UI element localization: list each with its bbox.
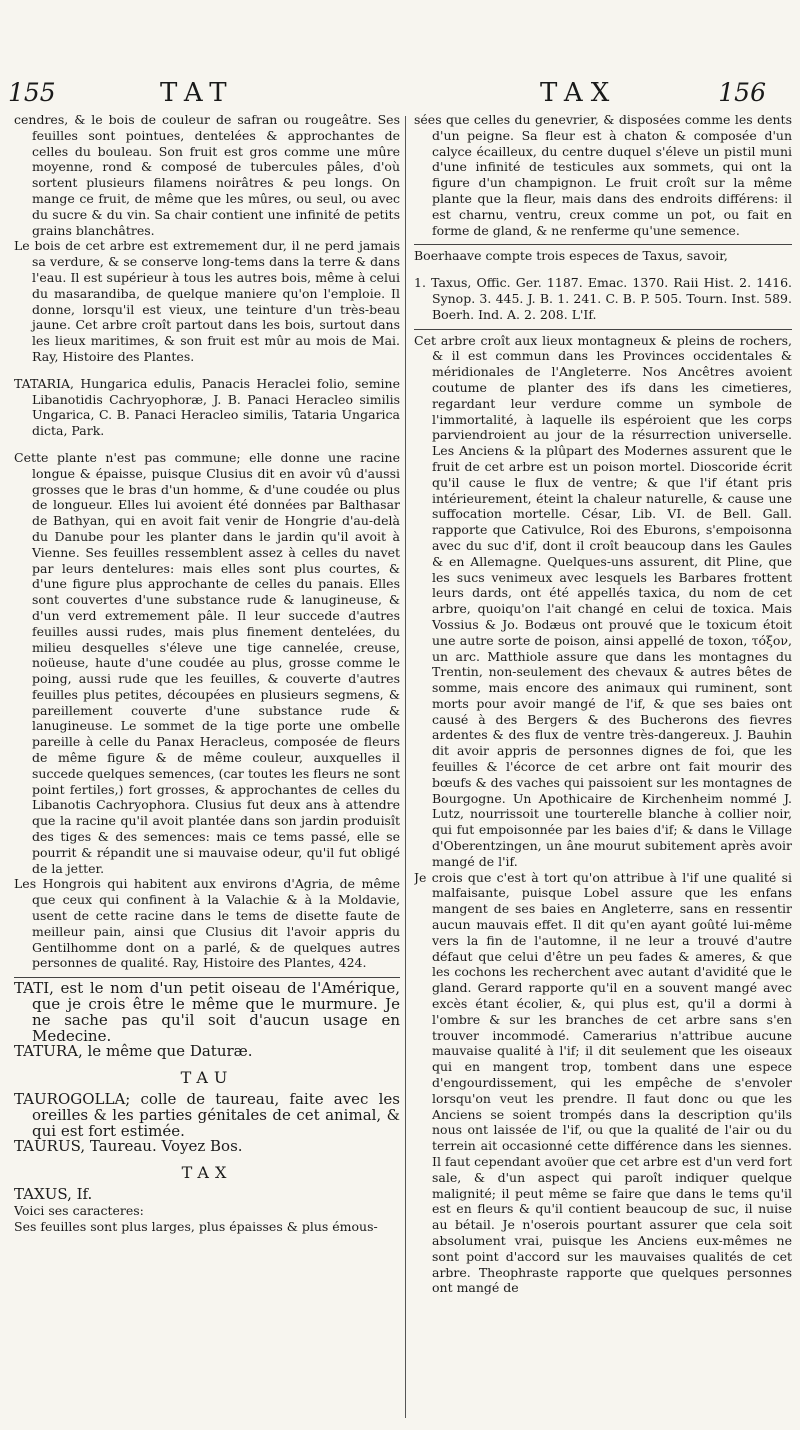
right-page-number: 156 xyxy=(718,78,766,107)
entry-taurus: TAURUS, Taureau. Voyez Bos. xyxy=(14,1137,243,1156)
paragraph: Cette plante n'est pas commune; elle donne une racine longue & épaisse, puisque Clusius dit en avoir vû d'aussi grosses que le bras d'un homme, & d'une coudée ou plus de longueur. Elles lui avoient été données par Balthasar de Bathyan, qui en avoit fait venir de Hongrie d'au-delà du Danube pour les planter dans le jardin qu'il avoit à Vienne. Ses feuilles ressemblent assez à celles du navet par leurs dentelures: mais elles sont plus courtes, & d'une figure plus approchante de celles du panais. Elles sont couvertes d'une substance rude & lanugineuse, & d'un verd extremement pâle. Il leur succede d'autres feuilles aussi rudes, mais plus finement dentelées, du milieu desquelles s'éleve une tige cannelée, creuse, noüeuse, haute d'une coudée au plus, grosse comme le poing, aussi rude que les feuilles, & couverte d'autres feuilles plus petites, découpées en plusieurs segmens, & pareillement couverte d'une substance rude & lanugineuse. Le sommet de la tige porte une ombelle pareille à celle du Panax Heracleus, composée de fleurs de même figure & de même couleur, auxquelles il succede quelques semences, (car toutes les fleurs ne sont point fertiles,) fort grosses, & approchantes de celles du Libanotis Cachryophora. Clusius fut deux ans à attendre que la racine qu'il avoit plantée dans son jardin produisît des tiges & des semences: mais ce tems passé, elle se pourrit & répandit une si mauvaise odeur, qu'il fut obligé de la jetter. xyxy=(14,449,400,876)
divider xyxy=(414,244,792,245)
entry-tataria: TATARIA, Hungarica edulis, Panacis Heraclei folio, semine Libanotidis Cachryophoræ, J. B. Panaci Heracleo similis Ungarica, C. B. Panaci Heracleo similis, Tataria Ungarica dicta, Park. xyxy=(14,375,400,439)
paragraph: Boerhaave compte trois especes de Taxus, savoir, xyxy=(414,248,728,264)
page-header xyxy=(0,78,800,112)
paragraph: Je crois que c'est à tort qu'on attribue à l'if une qualité si malfaisante, puisque Lobel assure que les enfans mangent de ses baies en Angleterre, sans en ressentir aucun mauvais effet. Il dit qu'en ayant goûté lui-même vers la fin de l'automne, il ne leur a trouvé d'autre défaut que celui d'être un peu fades & ameres, & que les cochons les recherchent avec autant d'avidité que le gland. Gerard rapporte qu'il en a souvent mangé avec excès étant écolier, &, qui plus est, qu'il a dormi à l'ombre & sur les branches de cet arbre sans s'en trouver incommodé. Camerarius n'attribue aucune mauvaise qualité à l'if; il dit seulement que les oiseaux qui en mangent trop, tombent dans une espece d'engourdissement, qui les empêche de s'envoler lorsqu'on veut les prendre. Il faut donc ou que les Anciens se soient trompés dans la description qu'ils nous ont laissée de l'if, ou que la qualité de l'air ou du terrein ait occasionné cette différence dans les siennes. Il faut cependant avoüer que cet arbre est d'un verd fort sale, & d'un aspect qui paroît indiquer quelque malignité; il peut même se faire que dans le tems qu'il est en fleurs & qu'il contient beaucoup de suc, il nuise au bétail. Je n'oserois pourtant assurer que cela soit absolument vrai, puisque les Anciens eux-mêmes ne sont point d'accord sur les mauvaises qualités de cet arbre. Theophraste rapporte que quelques personnes ont mangé de xyxy=(414,869,792,1296)
column-divider xyxy=(405,116,406,1418)
paragraph: sées que celles du genevrier, & disposées comme les dents d'un peigne. Sa fleur est à chaton & composée d'un calyce écailleux, du centre duquel s'éleve un pistil muni d'une infinité de testicules aux sommets, qui ont la figure d'un champignon. Le fruit croît sur la même plante que la fleur, mais dans des endroits différens: il est charnu, ventru, creux comme un pot, ou fait en forme de gland, & ne renferme qu'une semence. xyxy=(414,112,792,238)
entry-tati: TATI, est le nom d'un petit oiseau de l'Amérique, que je crois être le même que le murmure. Je ne sache pas qu'il soit d'aucun usage en Medecine. xyxy=(14,979,400,1045)
right-column xyxy=(414,112,792,1420)
paragraph: Le bois de cet arbre est extremement dur, il ne perd jamais sa verdure, & se conserve long-tems dans la terre & dans l'eau. Il est supérieur à tous les autres bois, même à celui du masarandiba, de quelque maniere qu'on l'emploie. Il donne, lorsqu'il est vieux, une teinture d'un très-beau jaune. Cet arbre croît partout dans les bois, surtout dans les lieux maritimes, & son fruit est mûr au mois de Mai. Ray, Histoire des Plantes. xyxy=(14,238,400,364)
paragraph: Ses feuilles sont plus larges, plus épaisses & plus émous- xyxy=(14,1218,378,1234)
entry-taxus: TAXUS, If. xyxy=(14,1185,93,1203)
left-page-number: 155 xyxy=(8,78,56,107)
paragraph: cendres, & le bois de couleur de safran ou rougeâtre. Ses feuilles sont pointues, dentelées & approchantes de celles du bouleau. Son fruit est gros comme une mûre moyenne, rond & composé de tubercules pâles, d'où sortent plusieurs filamens noirâtres & peu longs. On mange ce fruit, de même que les mûres, ou seul, ou avec du sucre & du vin. Sa chair contient une infinité de petits grains blanchâtres. xyxy=(14,112,400,238)
paragraph: Voici ses caracteres: xyxy=(14,1202,144,1218)
species-entry: 1. Taxus, Offic. Ger. 1187. Emac. 1370. Raii Hist. 2. 1416. Synop. 3. 445. J. B. 1. 241. C. B. P. 505. Tourn. Inst. 589. Boerh. Ind. A. 2. 208. L'If. xyxy=(414,275,792,322)
paragraph: Les Hongrois qui habitent aux environs d'Agria, de même que ceux qui confinent à la Valachie & à la Moldavie, usent de cette racine dans le tems de disette faute de meilleur pain, ainsi que Clusius dit l'avoir appris du Gentilhomme dont on a parlé, & de quelques autres personnes de qualité. Ray, Histoire des Plantes, 424. xyxy=(14,876,400,971)
section-heading-tax: TAX xyxy=(181,1163,233,1183)
left-column xyxy=(14,112,400,1420)
entry-taurocolla: TAUROGOLLA; colle de taureau, faite avec les oreilles & les parties génitales de cet animal, & qui est fort estimée. xyxy=(14,1090,400,1140)
section-heading-tau: TAU xyxy=(180,1068,234,1088)
divider xyxy=(14,977,400,978)
paragraph: Cet arbre croît aux lieux montagneux & pleins de rochers, & il est commun dans les Provinces occidentales & méridionales de l'Angleterre. Nos Ancêtres avoient coutume de planter des ifs dans les cimetieres, regardant leur verdure comme un symbole de l'immortalité, à laquelle ils espéroient que les corps parviendroient au jour de la résurrection universelle. Les Anciens & la plûpart des Modernes assurent que le fruit de cet arbre est un poison mortel. Dioscoride écrit qu'il cause le flux de ventre; & que l'if étant pris intérieurement, éteint la chaleur naturelle, & cause une suffocation mortelle. César, Lib. VI. de Bell. Gall. rapporte que Cativulce, Roi des Eburons, s'empoisonna avec du suc d'if, dont il croît beaucoup dans les Gaules & en Allemagne. Quelques-uns assurent, dit Pline, que les sucs venimeux avec lesquels les Barbares frottent leurs dards, ont été appellés taxica, du nom de cet arbre, quoiqu'on l'ait changé en celui de toxica. Mais Vossius & Jo. Bodæus ont prouvé que le toxicum étoit une autre sorte de poison, ainsi appellé de toxon, τόξον, un arc. Matthiole assure que dans les montagnes du Trentin, non-seulement des chevaux & autres bêtes de somme, mais encore des animaux qui ruminent, sont morts pour avoir mangé de l'if, & que ses baies ont causé à des Bergers & des Bucherons des fievres ardentes & des flux de ventre très-dangereux. J. Bauhin dit avoir appris de personnes dignes de foi, que les feuilles & l'écorce de cet arbre ont fait mourir des bœufs & des vaches qui paissoient sur les montagnes de Bourgogne. Un Apothicaire de Kirchenheim nommé J. Lutz, nourrissoit une tourterelle blanche à collier noir, qui fut empoisonnée par les baies d'if; & dans le Village d'Oberentzingen, un âne mourut subitement après avoir mangé de l'if. xyxy=(414,332,792,869)
entry-tatura: TATURA, le même que Daturæ. xyxy=(14,1042,253,1061)
right-running-head: TAX xyxy=(540,78,618,108)
left-running-head: TAT xyxy=(160,78,235,108)
divider xyxy=(414,329,792,330)
